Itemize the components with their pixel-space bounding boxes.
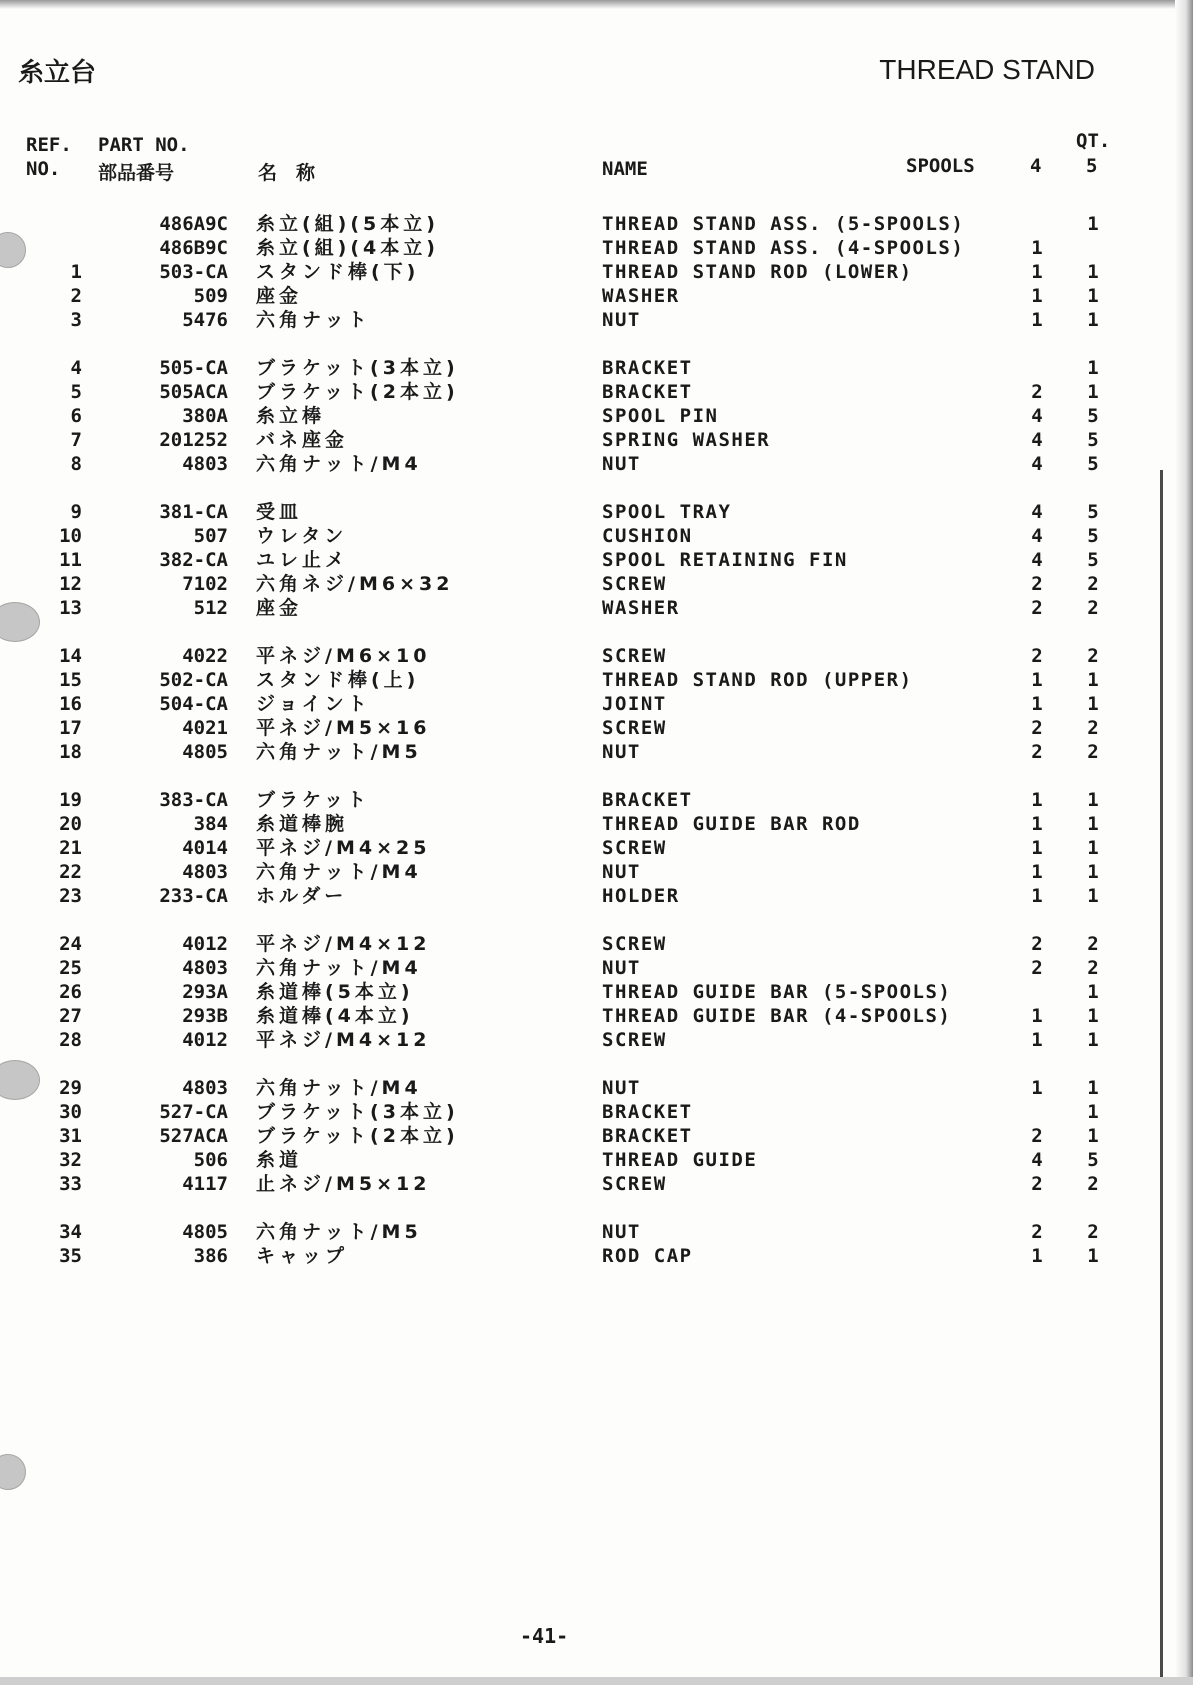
ref-no: 28 bbox=[59, 1029, 82, 1051]
part-name: SPOOL RETAINING FIN bbox=[602, 549, 848, 571]
ref-no: 6 bbox=[70, 405, 82, 427]
jp-name: 糸道棒(5本立) bbox=[256, 981, 414, 1003]
qty-4-spools: 2 bbox=[1031, 645, 1043, 667]
part-name: SPRING WASHER bbox=[602, 429, 771, 451]
part-name: SCREW bbox=[602, 837, 667, 859]
part-name: SCREW bbox=[602, 1173, 667, 1195]
qty-4-spools: 2 bbox=[1031, 933, 1043, 955]
ref-no: 13 bbox=[59, 597, 82, 619]
table-row bbox=[0, 716, 1193, 740]
qty-5-spools: 1 bbox=[1087, 837, 1099, 859]
part-no: 383-CA bbox=[159, 789, 228, 811]
qty-4-spools: 1 bbox=[1031, 261, 1043, 283]
qty-5-spools: 5 bbox=[1087, 501, 1099, 523]
part-name: SPOOL PIN bbox=[602, 405, 719, 427]
table-row bbox=[0, 812, 1193, 836]
table-row bbox=[0, 356, 1193, 380]
page-title-jp: 糸立台 bbox=[18, 58, 97, 88]
ref-no: 19 bbox=[59, 789, 82, 811]
part-no: 4805 bbox=[182, 1221, 228, 1243]
part-no: 4803 bbox=[182, 453, 228, 475]
part-no: 4803 bbox=[182, 1077, 228, 1099]
header-spools: SPOOLS bbox=[906, 155, 975, 177]
jp-name: 糸道棒腕 bbox=[256, 813, 349, 835]
page-title-en: THREAD STAND bbox=[879, 54, 1095, 85]
part-no: 4014 bbox=[182, 837, 228, 859]
qty-5-spools: 2 bbox=[1087, 1173, 1099, 1195]
jp-name: ブラケット bbox=[256, 789, 371, 811]
ref-no: 31 bbox=[59, 1125, 82, 1147]
ref-no: 29 bbox=[59, 1077, 82, 1099]
part-no: 512 bbox=[193, 597, 228, 619]
header-part-line1: PART NO. bbox=[98, 134, 190, 156]
part-name: BRACKET bbox=[602, 381, 693, 403]
table-row bbox=[0, 644, 1193, 668]
ref-no: 24 bbox=[59, 933, 82, 955]
jp-name: 止ネジ/M5×12 bbox=[256, 1173, 431, 1195]
jp-name: 六角ネジ/M6×32 bbox=[256, 573, 454, 595]
table-row bbox=[0, 1124, 1193, 1148]
qty-4-spools: 1 bbox=[1031, 885, 1043, 907]
qty-4-spools: 2 bbox=[1031, 1173, 1043, 1195]
part-name: BRACKET bbox=[602, 789, 693, 811]
part-no: 4012 bbox=[182, 1029, 228, 1051]
part-no: 509 bbox=[193, 285, 228, 307]
qty-4-spools: 2 bbox=[1031, 1125, 1043, 1147]
part-no: 4803 bbox=[182, 861, 228, 883]
part-no: 503-CA bbox=[159, 261, 228, 283]
qty-5-spools: 2 bbox=[1087, 645, 1099, 667]
qty-5-spools: 1 bbox=[1087, 1245, 1099, 1267]
part-no: 505ACA bbox=[159, 381, 228, 403]
qty-5-spools: 1 bbox=[1087, 309, 1099, 331]
jp-name: 座金 bbox=[256, 285, 303, 307]
table-row bbox=[0, 452, 1193, 476]
qty-4-spools: 1 bbox=[1031, 669, 1043, 691]
qty-5-spools: 5 bbox=[1087, 405, 1099, 427]
ref-no: 5 bbox=[70, 381, 82, 403]
part-no: 527ACA bbox=[159, 1125, 228, 1147]
ref-no: 15 bbox=[59, 669, 82, 691]
qty-4-spools: 1 bbox=[1031, 1005, 1043, 1027]
part-name: NUT bbox=[602, 309, 641, 331]
jp-name: 六角ナット/M4 bbox=[256, 453, 422, 475]
qty-4-spools: 4 bbox=[1031, 405, 1043, 427]
qty-4-spools: 2 bbox=[1031, 381, 1043, 403]
qty-4-spools: 1 bbox=[1031, 1029, 1043, 1051]
part-name: THREAD GUIDE BAR (5-SPOOLS) bbox=[602, 981, 952, 1003]
qty-4-spools: 2 bbox=[1031, 597, 1043, 619]
part-name: NUT bbox=[602, 453, 641, 475]
part-no: 504-CA bbox=[159, 693, 228, 715]
part-no: 293A bbox=[182, 981, 228, 1003]
part-name: NUT bbox=[602, 1077, 641, 1099]
qty-5-spools: 2 bbox=[1087, 933, 1099, 955]
table-row bbox=[0, 500, 1193, 524]
header-spools-4: 4 bbox=[1030, 155, 1042, 177]
part-name: SCREW bbox=[602, 1029, 667, 1051]
ref-no: 30 bbox=[59, 1101, 82, 1123]
qty-4-spools: 1 bbox=[1031, 861, 1043, 883]
part-no: 381-CA bbox=[159, 501, 228, 523]
ref-no: 12 bbox=[59, 573, 82, 595]
ref-no: 25 bbox=[59, 957, 82, 979]
part-name: CUSHION bbox=[602, 525, 693, 547]
part-no: 486B9C bbox=[159, 237, 228, 259]
part-name: THREAD GUIDE BAR (4-SPOOLS) bbox=[602, 1005, 952, 1027]
qty-4-spools: 1 bbox=[1031, 693, 1043, 715]
part-name: THREAD STAND ROD (UPPER) bbox=[602, 669, 913, 691]
page-number: -41- bbox=[520, 1624, 569, 1648]
qty-4-spools: 2 bbox=[1031, 717, 1043, 739]
table-row bbox=[0, 308, 1193, 332]
table-row bbox=[0, 596, 1193, 620]
header-qt: QT. bbox=[1076, 130, 1111, 152]
table-row bbox=[0, 668, 1193, 692]
ref-no: 14 bbox=[59, 645, 82, 667]
jp-name: ユレ止メ bbox=[256, 549, 349, 571]
part-no: 527-CA bbox=[159, 1101, 228, 1123]
table-row bbox=[0, 692, 1193, 716]
jp-name: ホルダー bbox=[256, 885, 348, 907]
qty-4-spools: 4 bbox=[1031, 429, 1043, 451]
qty-5-spools: 2 bbox=[1087, 957, 1099, 979]
qty-5-spools: 1 bbox=[1087, 1029, 1099, 1051]
qty-4-spools: 4 bbox=[1031, 501, 1043, 523]
qty-5-spools: 1 bbox=[1087, 693, 1099, 715]
header-part-line2: 部品番号 bbox=[98, 162, 175, 184]
jp-name: ブラケット(2本立) bbox=[256, 1125, 459, 1147]
qty-4-spools: 1 bbox=[1031, 285, 1043, 307]
jp-name: 糸道棒(4本立) bbox=[256, 1005, 414, 1027]
ref-no: 35 bbox=[59, 1245, 82, 1267]
table-row bbox=[0, 956, 1193, 980]
table-row bbox=[0, 1100, 1193, 1124]
table-row bbox=[0, 236, 1193, 260]
table-row bbox=[0, 1172, 1193, 1196]
part-name: JOINT bbox=[602, 693, 667, 715]
jp-name: 糸立(組)(4本立) bbox=[256, 237, 439, 259]
table-row bbox=[0, 932, 1193, 956]
qty-4-spools: 1 bbox=[1031, 1077, 1043, 1099]
ref-no: 21 bbox=[59, 837, 82, 859]
qty-4-spools: 2 bbox=[1031, 1221, 1043, 1243]
ref-no: 26 bbox=[59, 981, 82, 1003]
part-no: 233-CA bbox=[159, 885, 228, 907]
part-no: 7102 bbox=[182, 573, 228, 595]
qty-5-spools: 1 bbox=[1087, 381, 1099, 403]
jp-name: ウレタン bbox=[256, 525, 348, 547]
part-no: 4021 bbox=[182, 717, 228, 739]
jp-name: スタンド棒(下) bbox=[256, 261, 420, 283]
part-name: BRACKET bbox=[602, 1101, 693, 1123]
part-no: 4803 bbox=[182, 957, 228, 979]
qty-5-spools: 1 bbox=[1087, 357, 1099, 379]
table-row bbox=[0, 572, 1193, 596]
part-name: THREAD STAND ASS. (4-SPOOLS) bbox=[602, 237, 965, 259]
jp-name: 平ネジ/M5×16 bbox=[256, 717, 431, 739]
qty-5-spools: 1 bbox=[1087, 213, 1099, 235]
part-name: THREAD GUIDE bbox=[602, 1149, 758, 1171]
jp-name: ブラケット(2本立) bbox=[256, 381, 459, 403]
qty-5-spools: 1 bbox=[1087, 981, 1099, 1003]
jp-name: 平ネジ/M4×12 bbox=[256, 933, 431, 955]
ref-no: 16 bbox=[59, 693, 82, 715]
jp-name: 六角ナット/M4 bbox=[256, 861, 422, 883]
qty-4-spools: 1 bbox=[1031, 309, 1043, 331]
table-row bbox=[0, 788, 1193, 812]
part-no: 386 bbox=[193, 1245, 228, 1267]
part-no: 201252 bbox=[159, 429, 228, 451]
jp-name: 六角ナット bbox=[256, 309, 371, 331]
part-name: SPOOL TRAY bbox=[602, 501, 732, 523]
part-name: WASHER bbox=[602, 285, 680, 307]
part-name: THREAD GUIDE BAR ROD bbox=[602, 813, 861, 835]
ref-no: 1 bbox=[70, 261, 82, 283]
part-name: THREAD STAND ASS. (5-SPOOLS) bbox=[602, 213, 965, 235]
jp-name: 平ネジ/M4×25 bbox=[256, 837, 431, 859]
header-ref-line2: NO. bbox=[26, 158, 61, 180]
header-jp-name: 名 称 bbox=[258, 162, 316, 184]
jp-name: 平ネジ/M6×10 bbox=[256, 645, 431, 667]
qty-4-spools: 4 bbox=[1031, 453, 1043, 475]
qty-5-spools: 2 bbox=[1087, 597, 1099, 619]
qty-5-spools: 1 bbox=[1087, 285, 1099, 307]
table-row bbox=[0, 740, 1193, 764]
ref-no: 33 bbox=[59, 1173, 82, 1195]
part-no: 382-CA bbox=[159, 549, 228, 571]
qty-4-spools: 2 bbox=[1031, 957, 1043, 979]
table-row bbox=[0, 428, 1193, 452]
jp-name: 六角ナット/M4 bbox=[256, 957, 422, 979]
qty-4-spools: 2 bbox=[1031, 741, 1043, 763]
qty-4-spools: 1 bbox=[1031, 237, 1043, 259]
qty-4-spools: 1 bbox=[1031, 1245, 1043, 1267]
qty-4-spools: 1 bbox=[1031, 837, 1043, 859]
header-spools-5: 5 bbox=[1086, 155, 1098, 177]
qty-5-spools: 2 bbox=[1087, 1221, 1099, 1243]
part-no: 506 bbox=[193, 1149, 228, 1171]
qty-5-spools: 5 bbox=[1087, 525, 1099, 547]
part-no: 507 bbox=[193, 525, 228, 547]
table-row bbox=[0, 1220, 1193, 1244]
ref-no: 2 bbox=[70, 285, 82, 307]
qty-5-spools: 2 bbox=[1087, 741, 1099, 763]
part-name: BRACKET bbox=[602, 357, 693, 379]
jp-name: 平ネジ/M4×12 bbox=[256, 1029, 431, 1051]
table-row bbox=[0, 524, 1193, 548]
qty-5-spools: 5 bbox=[1087, 549, 1099, 571]
part-no: 384 bbox=[193, 813, 228, 835]
qty-4-spools: 2 bbox=[1031, 573, 1043, 595]
part-name: SCREW bbox=[602, 645, 667, 667]
table-row bbox=[0, 836, 1193, 860]
qty-5-spools: 2 bbox=[1087, 573, 1099, 595]
table-row bbox=[0, 980, 1193, 1004]
jp-name: ジョイント bbox=[256, 693, 371, 715]
table-row bbox=[0, 1076, 1193, 1100]
part-name: ROD CAP bbox=[602, 1245, 693, 1267]
part-name: THREAD STAND ROD (LOWER) bbox=[602, 261, 913, 283]
qty-5-spools: 5 bbox=[1087, 429, 1099, 451]
part-no: 502-CA bbox=[159, 669, 228, 691]
table-row bbox=[0, 860, 1193, 884]
table-row bbox=[0, 1244, 1193, 1268]
qty-5-spools: 1 bbox=[1087, 885, 1099, 907]
jp-name: バネ座金 bbox=[256, 429, 349, 451]
part-no: 4022 bbox=[182, 645, 228, 667]
table-row bbox=[0, 884, 1193, 908]
qty-4-spools: 1 bbox=[1031, 813, 1043, 835]
part-name: HOLDER bbox=[602, 885, 680, 907]
table-row bbox=[0, 404, 1193, 428]
ref-no: 22 bbox=[59, 861, 82, 883]
jp-name: ブラケット(3本立) bbox=[256, 1101, 459, 1123]
part-no: 505-CA bbox=[159, 357, 228, 379]
part-no: 486A9C bbox=[159, 213, 228, 235]
part-name: NUT bbox=[602, 1221, 641, 1243]
part-name: WASHER bbox=[602, 597, 680, 619]
part-name: NUT bbox=[602, 957, 641, 979]
table-row bbox=[0, 380, 1193, 404]
table-row bbox=[0, 260, 1193, 284]
jp-name: 六角ナット/M4 bbox=[256, 1077, 422, 1099]
ref-no: 8 bbox=[70, 453, 82, 475]
ref-no: 10 bbox=[59, 525, 82, 547]
part-name: SCREW bbox=[602, 573, 667, 595]
qty-4-spools: 1 bbox=[1031, 789, 1043, 811]
header-name: NAME bbox=[602, 158, 648, 180]
ref-no: 7 bbox=[70, 429, 82, 451]
ref-no: 9 bbox=[70, 501, 82, 523]
header-ref-line1: REF. bbox=[26, 134, 72, 156]
part-no: 5476 bbox=[182, 309, 228, 331]
table-row bbox=[0, 1028, 1193, 1052]
jp-name: 受皿 bbox=[256, 501, 303, 523]
ref-no: 17 bbox=[59, 717, 82, 739]
qty-4-spools: 4 bbox=[1031, 549, 1043, 571]
qty-5-spools: 1 bbox=[1087, 1101, 1099, 1123]
jp-name: 座金 bbox=[256, 597, 303, 619]
ref-no: 11 bbox=[59, 549, 82, 571]
qty-5-spools: 1 bbox=[1087, 813, 1099, 835]
part-no: 4012 bbox=[182, 933, 228, 955]
qty-5-spools: 1 bbox=[1087, 789, 1099, 811]
qty-5-spools: 1 bbox=[1087, 1077, 1099, 1099]
table-row bbox=[0, 1004, 1193, 1028]
part-name: NUT bbox=[602, 861, 641, 883]
table-row bbox=[0, 548, 1193, 572]
qty-5-spools: 5 bbox=[1087, 1149, 1099, 1171]
table-row bbox=[0, 284, 1193, 308]
qty-4-spools: 4 bbox=[1031, 1149, 1043, 1171]
jp-name: 六角ナット/M5 bbox=[256, 1221, 422, 1243]
jp-name: 糸立(組)(5本立) bbox=[256, 213, 439, 235]
ref-no: 32 bbox=[59, 1149, 82, 1171]
table-row bbox=[0, 212, 1193, 236]
part-name: SCREW bbox=[602, 717, 667, 739]
part-name: NUT bbox=[602, 741, 641, 763]
ref-no: 34 bbox=[59, 1221, 82, 1243]
jp-name: ブラケット(3本立) bbox=[256, 357, 459, 379]
ref-no: 18 bbox=[59, 741, 82, 763]
qty-5-spools: 5 bbox=[1087, 453, 1099, 475]
qty-5-spools: 1 bbox=[1087, 1125, 1099, 1147]
qty-5-spools: 1 bbox=[1087, 261, 1099, 283]
ref-no: 3 bbox=[70, 309, 82, 331]
part-no: 293B bbox=[182, 1005, 228, 1027]
jp-name: キャップ bbox=[256, 1245, 349, 1267]
ref-no: 23 bbox=[59, 885, 82, 907]
ref-no: 4 bbox=[70, 357, 82, 379]
jp-name: 糸立棒 bbox=[256, 405, 326, 427]
jp-name: 糸道 bbox=[256, 1149, 303, 1171]
qty-4-spools: 4 bbox=[1031, 525, 1043, 547]
part-no: 380A bbox=[182, 405, 228, 427]
part-name: BRACKET bbox=[602, 1125, 693, 1147]
part-no: 4805 bbox=[182, 741, 228, 763]
qty-5-spools: 1 bbox=[1087, 1005, 1099, 1027]
jp-name: 六角ナット/M5 bbox=[256, 741, 422, 763]
qty-5-spools: 1 bbox=[1087, 669, 1099, 691]
ref-no: 27 bbox=[59, 1005, 82, 1027]
qty-5-spools: 2 bbox=[1087, 717, 1099, 739]
table-row bbox=[0, 1148, 1193, 1172]
part-no: 4117 bbox=[182, 1173, 228, 1195]
qty-5-spools: 1 bbox=[1087, 861, 1099, 883]
jp-name: スタンド棒(上) bbox=[256, 669, 420, 691]
ref-no: 20 bbox=[59, 813, 82, 835]
part-name: SCREW bbox=[602, 933, 667, 955]
